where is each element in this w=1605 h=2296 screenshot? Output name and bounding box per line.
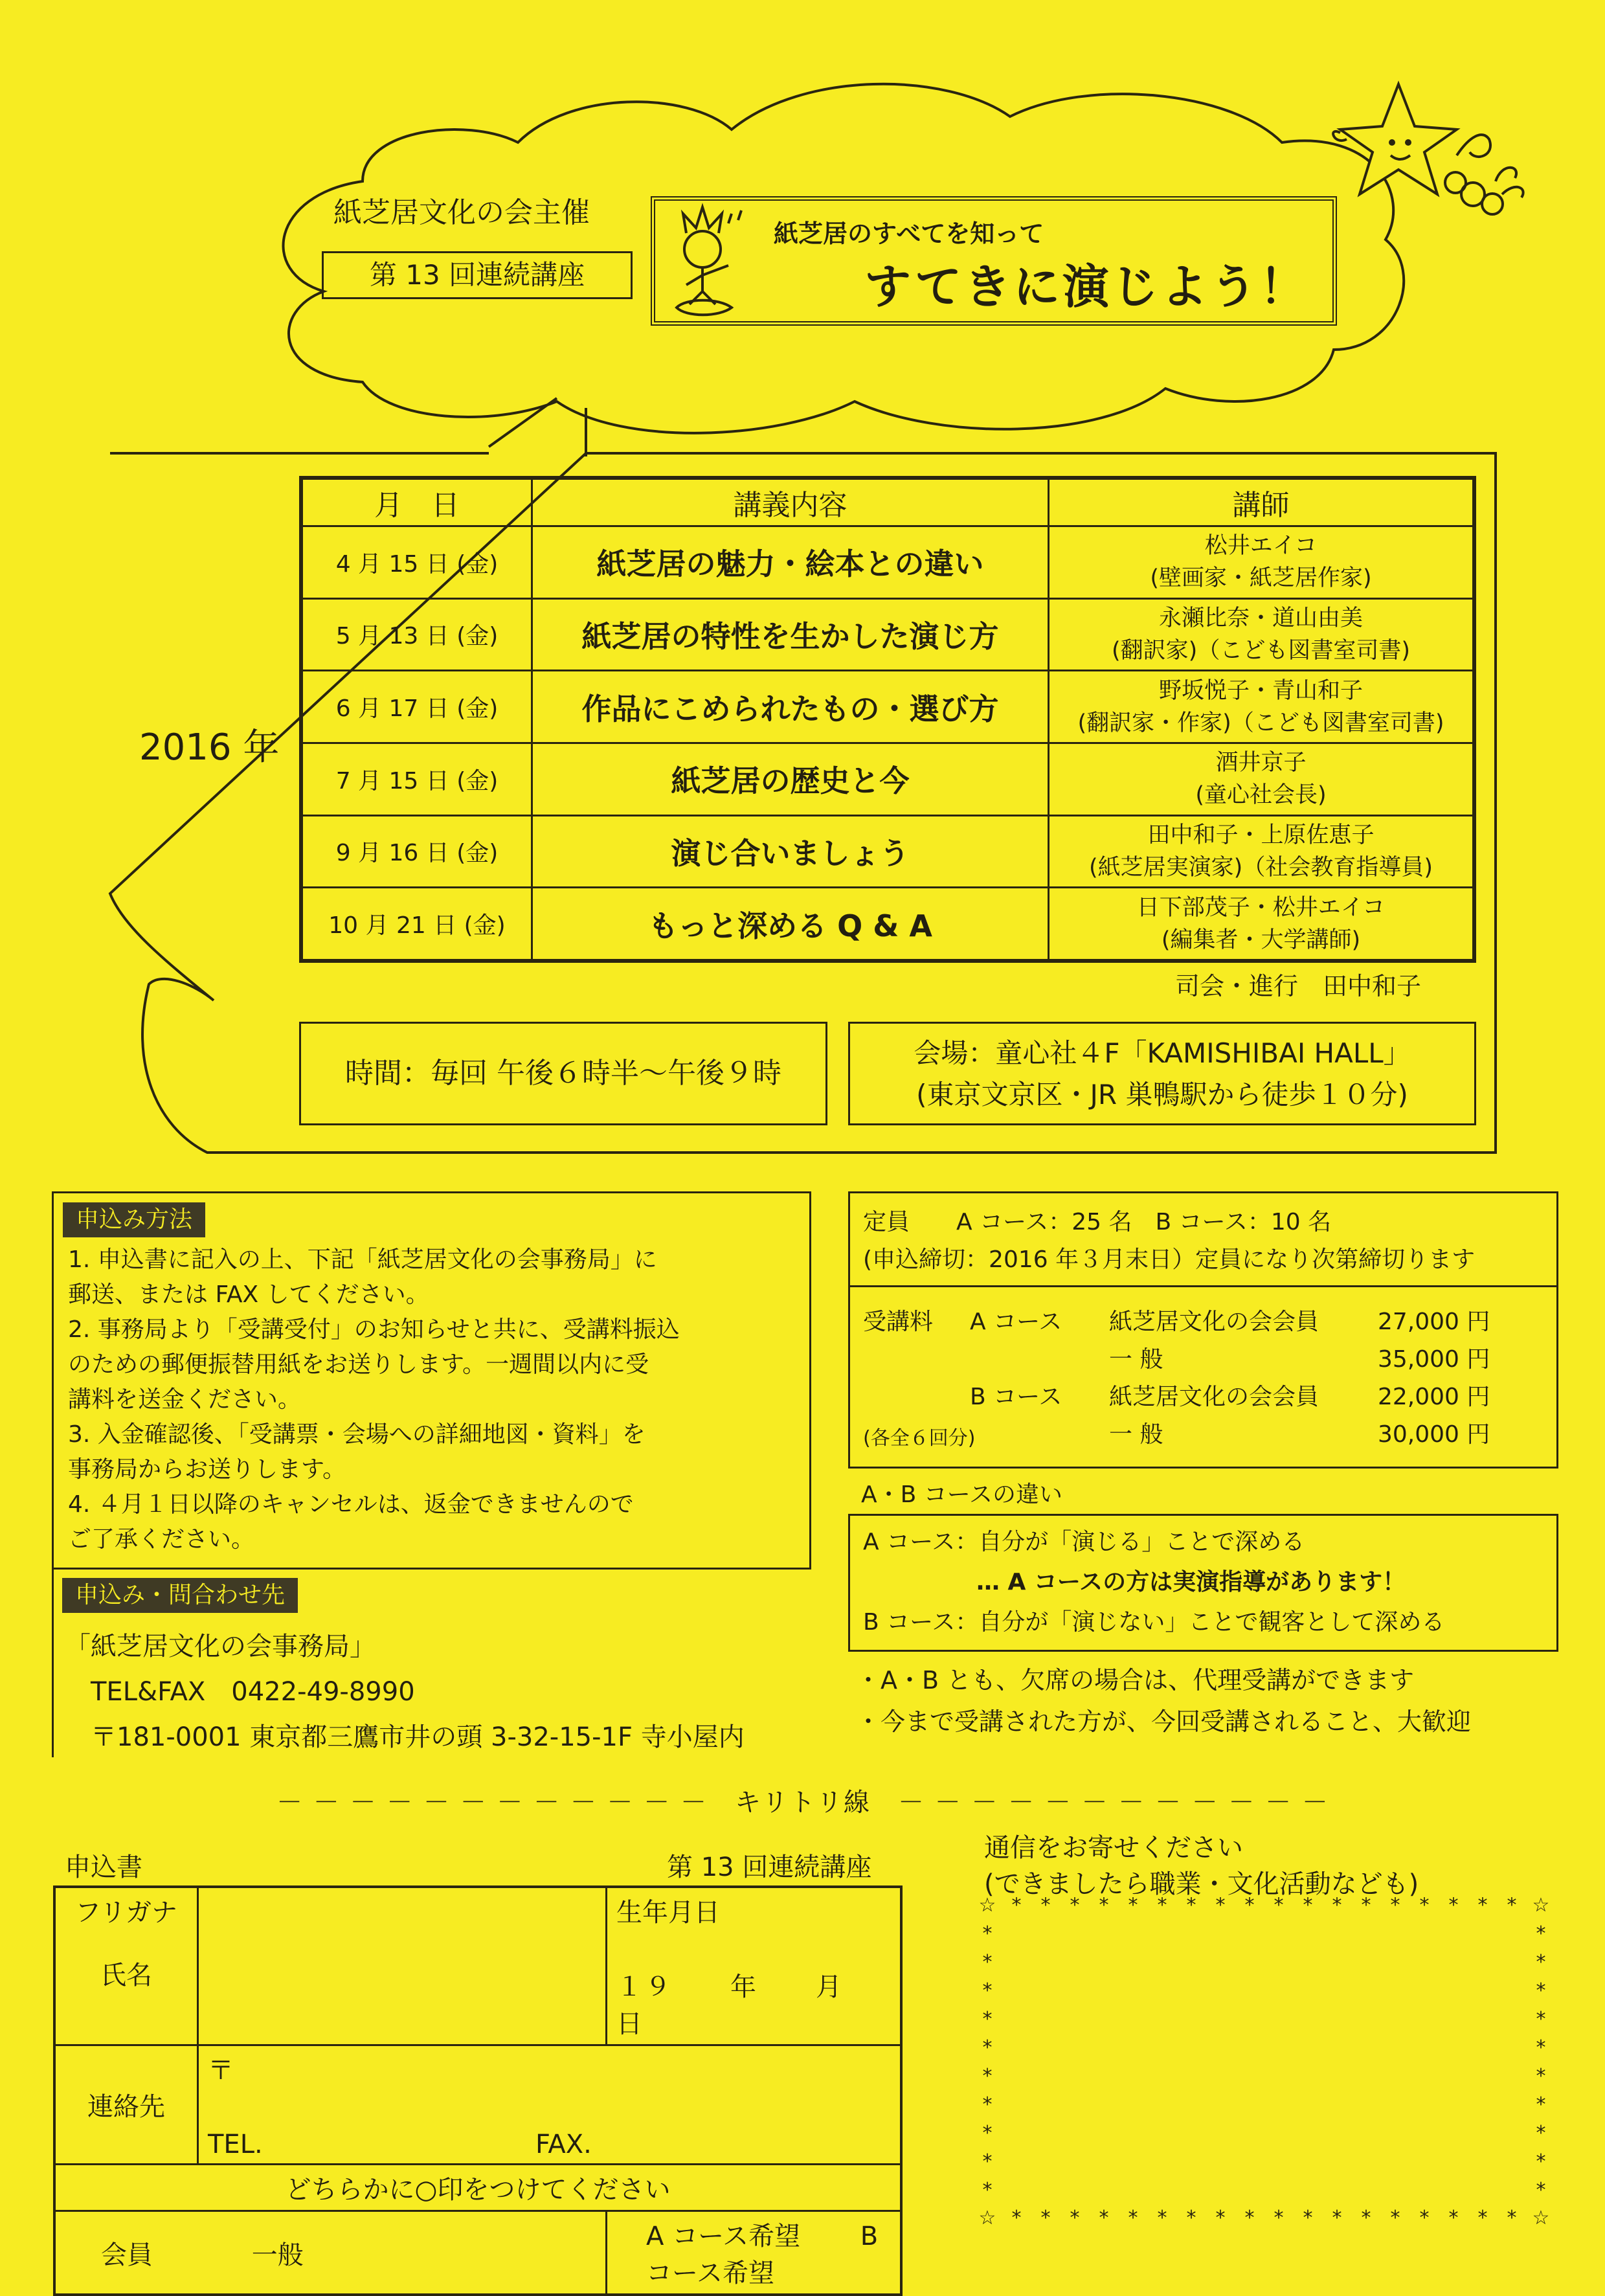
row-date: 10 月 21 日 (金) <box>301 888 532 961</box>
birthdate-field[interactable] <box>607 1887 902 2045</box>
border-star-icon: * <box>982 2122 993 2144</box>
border-star-icon: * <box>982 1979 993 2002</box>
row-topic: 紙芝居の魅力・絵本との違い <box>532 526 1049 599</box>
border-star-icon: * <box>1390 2207 1400 2227</box>
method-line: 事務局からお送りします。 <box>68 1456 346 1483</box>
border-star-icon: * <box>1361 1897 1371 1917</box>
subtitle: 紙芝居のすべてを知って <box>774 219 1044 248</box>
row-topic: 演じ合いましょう <box>532 815 1049 888</box>
quota-box <box>848 1191 1558 1469</box>
border-star-icon: * <box>1507 2207 1517 2227</box>
fee-b-member: 22,000 円 <box>1378 1384 1490 1410</box>
row-date: 7 月 15 日 (金) <box>301 743 532 815</box>
contact-field[interactable] <box>198 2045 902 2165</box>
row-lecturer <box>1049 743 1475 815</box>
fee-general-b: 一 般 <box>1109 1421 1163 1448</box>
border-star-icon: * <box>1274 2207 1284 2227</box>
contact-divider <box>52 1570 54 1757</box>
lecturer-name: 永瀬比奈・道山由美 <box>1158 605 1363 631</box>
border-star-icon: * <box>1070 2207 1080 2227</box>
border-star-icon: * <box>1536 1951 1546 1974</box>
member-option[interactable]: 会員 <box>101 2240 153 2270</box>
table-header <box>301 478 1474 526</box>
border-star-icon: ☆ <box>978 1897 996 1917</box>
course-b-description: B コース：自分が「演じない」ことで観客として深める <box>863 1609 1445 1636</box>
office-address: 〒181-0001 東京都三鷹市井の頭 3-32-15-1F 寺小屋内 <box>91 1722 745 1752</box>
circle-instruction: どちらかに○印をつけてください <box>54 2165 901 2211</box>
lecturer-role: (紙芝居実演家)（社会教育指導員) <box>1089 854 1433 881</box>
fee-label: 受講料 <box>863 1309 934 1335</box>
col-lecturer: 講師 <box>1049 478 1475 526</box>
border-star-icon: * <box>1448 2207 1459 2227</box>
course-b-option[interactable]: B コース希望 <box>646 2222 879 2288</box>
row-lecturer <box>1049 815 1475 888</box>
organizer: 紙芝居文化の会主催 <box>333 196 590 229</box>
method-line: 2. 事務局より「受講受付」のお知らせと共に、受講料振込 <box>68 1316 680 1343</box>
fee-member-a: 紙芝居文化の会会員 <box>1109 1309 1319 1335</box>
border-star-icon: * <box>1244 2207 1255 2227</box>
application-form <box>53 1885 903 2296</box>
border-star-icon: * <box>982 2093 993 2116</box>
course-choice[interactable] <box>607 2211 902 2295</box>
fee-b-general: 30,000 円 <box>1378 1421 1490 1448</box>
quota-divider <box>850 1285 1556 1287</box>
method-heading: 申込み方法 <box>63 1202 205 1237</box>
main-title: すてきに演じよう！ <box>864 260 1309 314</box>
message-line1: 通信をお寄せください <box>984 1833 1243 1863</box>
border-star-icon: * <box>1477 1897 1488 1917</box>
border-star-icon: * <box>1536 2036 1546 2059</box>
border-star-icon: * <box>1303 1897 1313 1917</box>
lecturer-role: (編集者・大学講師) <box>1161 927 1361 953</box>
border-star-icon: * <box>1536 2179 1546 2201</box>
row-topic: 紙芝居の特性を生かした演じ方 <box>532 598 1049 671</box>
border-star-icon: * <box>1215 1897 1226 1917</box>
fee-a-general: 35,000 円 <box>1378 1346 1490 1373</box>
col-topic: 講義内容 <box>532 478 1049 526</box>
venue-box <box>848 1022 1476 1125</box>
table-row <box>301 671 1474 743</box>
method-line: 郵送、または FAX してください。 <box>68 1281 429 1308</box>
border-star-icon: * <box>982 2036 993 2059</box>
birthdate-label: 生年月日 <box>616 1898 720 1928</box>
deadline: (申込締切：2016 年３月末日）定員になり次第締切ります <box>863 1246 1476 1273</box>
method-line: 3. 入金確認後、「受講票・会場への詳細地図・資料」を <box>68 1421 645 1448</box>
border-star-icon: * <box>982 1951 993 1974</box>
capacity: 定員 A コース：25 名 B コース：10 名 <box>863 1209 1332 1235</box>
border-star-icon: * <box>1157 2207 1167 2227</box>
row-lecturer <box>1049 888 1475 961</box>
furigana-label: フリガナ <box>75 1898 177 1928</box>
border-star-icon: * <box>982 2179 993 2201</box>
col-date: 月 日 <box>301 478 532 526</box>
row-date: 5 月 13 日 (金) <box>301 598 532 671</box>
contact-heading: 申込み・問合わせ先 <box>62 1578 298 1613</box>
venue-note: (東京文京区・JR 巣鴨駅から徒歩１０分) <box>916 1079 1408 1110</box>
border-star-icon: * <box>1040 1897 1051 1917</box>
lecturer-name: 野坂悦子・青山和子 <box>1158 677 1363 704</box>
time-box: 時間：毎回 午後６時半～午後９時 <box>299 1022 827 1125</box>
method-line: のための郵便振替用紙をお送りします。一週間以内に受 <box>68 1351 649 1378</box>
difference-box <box>848 1514 1558 1652</box>
note-proxy: ・A・B とも、欠席の場合は、代理受講ができます <box>856 1666 1415 1694</box>
border-star-icon: * <box>1536 2093 1546 2116</box>
border-star-icon: * <box>1536 2122 1546 2144</box>
table-row <box>301 888 1474 961</box>
postal-mark: 〒 <box>208 2056 234 2086</box>
fee-member-b: 紙芝居文化の会会員 <box>1109 1384 1319 1410</box>
form-title: 申込書 <box>65 1852 142 1882</box>
name-field[interactable] <box>198 1887 607 2045</box>
note-welcome: ・今まで受講された方が、今回受講されること、大歓迎 <box>856 1707 1472 1736</box>
border-star-icon: * <box>1040 2207 1051 2227</box>
course-a-note: … A コースの方は実演指導があります！ <box>976 1569 1406 1595</box>
border-star-icon: * <box>1507 1897 1517 1917</box>
border-star-icon: * <box>1536 2008 1546 2031</box>
border-star-icon: * <box>982 2150 993 2173</box>
border-star-icon: * <box>982 1922 993 1945</box>
border-star-icon: * <box>1361 2207 1371 2227</box>
row-lecturer <box>1049 526 1475 599</box>
lecturer-name: 日下部茂子・松井エイコ <box>1136 894 1386 921</box>
tel-label: TEL. <box>208 2130 263 2159</box>
fee-course-b: B コース <box>970 1384 1062 1410</box>
border-star-icon: ☆ <box>978 2207 996 2227</box>
office-name: 「紙芝居文化の会事務局」 <box>65 1632 376 1661</box>
border-star-icon: * <box>1186 1897 1196 1917</box>
row-topic: もっと深める Q & A <box>532 888 1049 961</box>
border-star-icon: ☆ <box>1532 2207 1550 2227</box>
sessions-note: (各全６回分) <box>863 1427 976 1450</box>
fee-general-a: 一 般 <box>1109 1346 1163 1373</box>
border-star-icon: * <box>1536 1922 1546 1945</box>
border-star-icon: * <box>1070 1897 1080 1917</box>
birthdate-parts: １９ 年 月 日 <box>616 1972 901 2039</box>
border-star-icon: * <box>1419 2207 1430 2227</box>
course-a-option[interactable]: A コース希望 <box>646 2222 801 2251</box>
message-title <box>984 1830 1419 1902</box>
lecturer-name: 酒井京子 <box>1215 750 1307 776</box>
contact-label: 連絡先 <box>54 2045 198 2165</box>
lecturer-role: (翻訳家・作家)（こども図書室司書) <box>1077 710 1444 736</box>
lecturer-name: 松井エイコ <box>1204 533 1318 559</box>
border-star-icon: * <box>1011 2207 1022 2227</box>
schedule-table <box>299 476 1476 963</box>
course-a-description: A コース：自分が「演じる」ことで深める <box>863 1529 1305 1555</box>
border-star-icon: * <box>982 2065 993 2088</box>
border-star-icon: * <box>1536 2150 1546 2173</box>
message-line2: (できましたら職業・文化活動なども) <box>984 1869 1419 1899</box>
border-star-icon: * <box>1536 2065 1546 2088</box>
series-label: 第 13 回連続講座 <box>322 251 633 299</box>
border-star-icon: * <box>1332 1897 1342 1917</box>
border-star-icon: * <box>1390 1897 1400 1917</box>
border-star-icon: * <box>1128 2207 1138 2227</box>
lecturer-role: (壁画家・紙芝居作家) <box>1150 565 1372 592</box>
message-star-frame[interactable] <box>978 1897 1560 2227</box>
membership-choice[interactable] <box>54 2211 607 2295</box>
border-star-icon: * <box>1011 1897 1022 1917</box>
method-line: 講料を送金ください。 <box>68 1386 302 1413</box>
name-label: 氏名 <box>100 1961 152 1990</box>
method-list <box>68 1243 680 1557</box>
border-star-icon: * <box>982 2008 993 2031</box>
fax-label: FAX. <box>535 2130 592 2159</box>
row-date: 9 月 16 日 (金) <box>301 815 532 888</box>
fee-course-a: A コース <box>970 1309 1062 1335</box>
row-topic: 紙芝居の歴史と今 <box>532 743 1049 815</box>
difference-heading: A・B コースの違い <box>861 1481 1062 1508</box>
office-tel: TEL&FAX 0422-49-8990 <box>91 1677 415 1707</box>
method-line: 1. 申込書に記入の上、下記「紙芝居文化の会事務局」に <box>68 1246 657 1273</box>
table-row <box>301 815 1474 888</box>
border-star-icon: * <box>1303 2207 1313 2227</box>
border-star-icon: * <box>1448 1897 1459 1917</box>
table-row <box>301 598 1474 671</box>
border-star-icon: * <box>1157 1897 1167 1917</box>
border-star-icon: * <box>1332 2207 1342 2227</box>
border-star-icon: * <box>1477 2207 1488 2227</box>
row-topic: 作品にこめられたもの・選び方 <box>532 671 1049 743</box>
border-star-icon: * <box>1099 1897 1109 1917</box>
method-line: 4. ４月１日以降のキャンセルは、返金できませんので <box>68 1491 634 1518</box>
lecturer-role: (翻訳家)（こども図書室司書) <box>1112 637 1410 664</box>
general-option[interactable]: 一般 <box>251 2240 304 2270</box>
row-date: 6 月 17 日 (金) <box>301 671 532 743</box>
lecturer-role: (童心社会長) <box>1195 782 1327 809</box>
row-lecturer <box>1049 671 1475 743</box>
row-lecturer <box>1049 598 1475 671</box>
method-line: ご了承ください。 <box>68 1526 255 1553</box>
border-star-icon: * <box>1186 2207 1196 2227</box>
border-star-icon: * <box>1128 1897 1138 1917</box>
contact-block <box>65 1624 745 1760</box>
name-label-cell <box>54 1887 198 2045</box>
mc-label: 司会・進行 田中和子 <box>1175 972 1422 1000</box>
border-star-icon: * <box>1536 1979 1546 2002</box>
venue-name: 会場：童心社４F「KAMISHIBAI HALL」 <box>914 1037 1411 1069</box>
fee-a-member: 27,000 円 <box>1378 1309 1490 1335</box>
star-character-icon <box>1333 84 1523 214</box>
cut-line: － － － － － － － － － － － － キリトリ線 － － － － － － － － － － － － <box>276 1788 1329 1818</box>
border-star-icon: * <box>1215 2207 1226 2227</box>
border-star-icon: ☆ <box>1532 1897 1550 1917</box>
border-star-icon: * <box>1099 2207 1109 2227</box>
table-row <box>301 526 1474 599</box>
year-label: 2016 年 <box>139 726 280 769</box>
border-star-icon: * <box>1274 1897 1284 1917</box>
row-date: 4 月 15 日 (金) <box>301 526 532 599</box>
table-row <box>301 743 1474 815</box>
method-box <box>52 1191 811 1570</box>
lecturer-name: 田中和子・上原佐恵子 <box>1147 822 1375 848</box>
border-star-icon: * <box>1419 1897 1430 1917</box>
form-series: 第 13 回連続講座 <box>667 1852 872 1882</box>
border-star-icon: * <box>1244 1897 1255 1917</box>
